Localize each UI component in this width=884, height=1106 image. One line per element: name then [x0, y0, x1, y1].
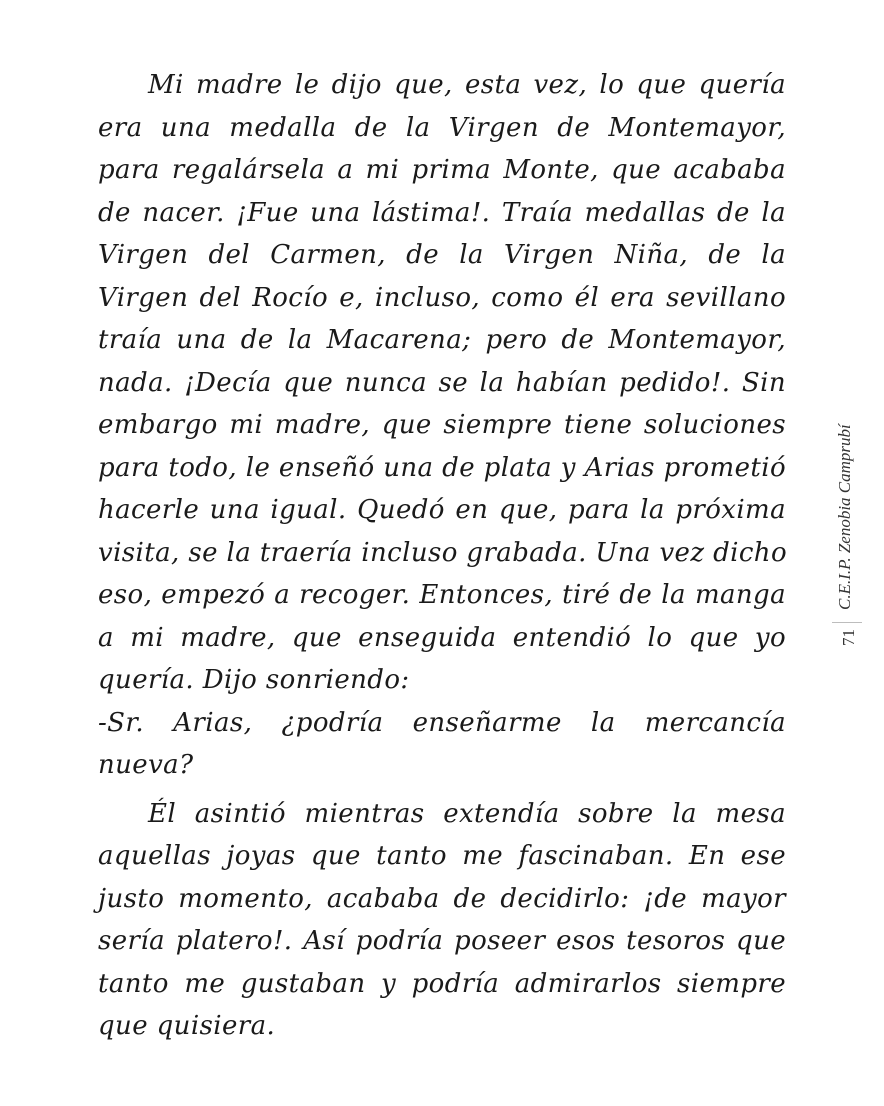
text-line: visita, se la traería incluso grabada. Una vez dicho [98, 537, 788, 568]
text-line: traía una de la Macarena; pero de Montemayor, [98, 325, 786, 355]
school-name: C.E.I.P. Zenobia Camprubí [835, 424, 854, 610]
text-line: para todo, le enseñó una de plata y Arias prometió [98, 452, 786, 483]
text-line: Él asintió mientras extendía sobre la mesa [148, 798, 786, 829]
text-line: para regalársela a mi prima Monte, que acababa [98, 155, 786, 185]
paragraph-1 [98, 64, 786, 702]
text-line: tanto me gustaban y podría admirarlos siempre [98, 968, 786, 999]
text-line: Virgen del Rocío e, incluso, como él era sevillano [98, 282, 786, 313]
text-line: eso, empezó a recoger. Entonces, tiré de la manga [98, 580, 786, 610]
story-text [98, 64, 786, 1048]
text-line: a mi madre, que enseguida entendió lo que yo [98, 622, 786, 653]
paragraph-2 [98, 702, 786, 787]
text-line: Virgen del Carmen, de la Virgen Niña, de la [98, 240, 786, 270]
page-margin [826, 400, 866, 690]
paragraph-3 [98, 793, 786, 1048]
text-line: que quisiera. [98, 1011, 276, 1041]
text-line: sería platero!. Así podría poseer esos tesoros que [98, 926, 786, 956]
text-line: de nacer. ¡Fue una lástima!. Traía medallas de la [98, 197, 786, 228]
margin-divider [832, 622, 862, 623]
text-line: Mi madre le dijo que, esta vez, lo que quería [148, 70, 786, 100]
text-line: aquellas joyas que tanto me fascinaban. En ese [98, 841, 786, 871]
text-line: quería. Dijo sonriendo: [98, 665, 410, 695]
text-line: -Sr. Arias, ¿podría enseñarme la mercancía [98, 707, 786, 738]
text-line: nada. ¡Decía que nunca se la habían pedido!. Sin [98, 367, 786, 398]
text-line: nueva? [98, 750, 194, 780]
text-line: era una medalla de la Virgen de Montemayor, [98, 112, 786, 143]
text-line: justo momento, acababa de decidirlo: ¡de mayor [98, 883, 786, 914]
page-number: 71 [839, 629, 858, 646]
text-line: embargo mi madre, que siempre tiene soluciones [98, 410, 786, 440]
text-line: hacerle una igual. Quedó en que, para la próxima [98, 495, 786, 525]
